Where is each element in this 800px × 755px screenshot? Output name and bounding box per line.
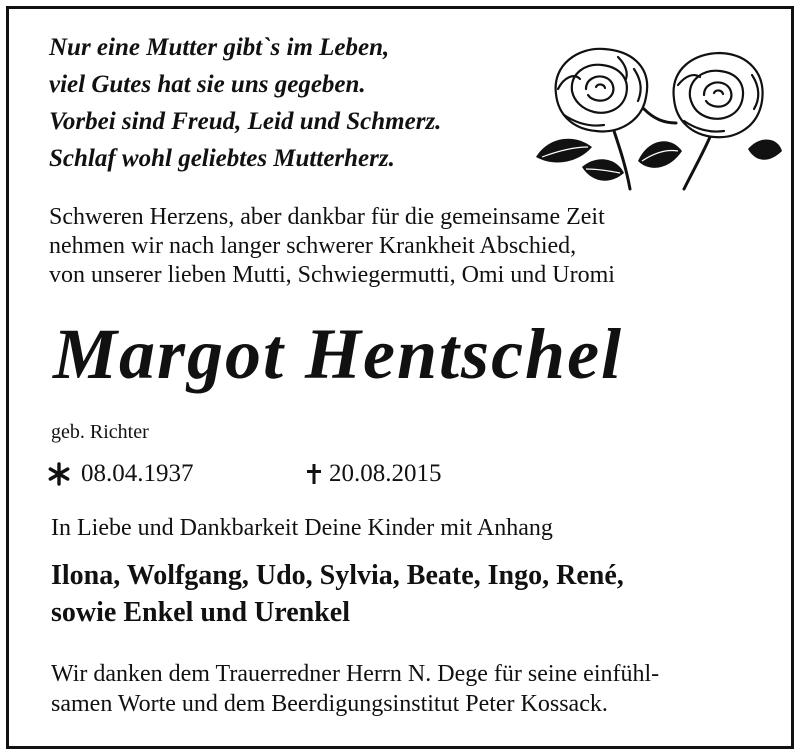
intro-text: [49, 203, 615, 290]
family-line: sowie Enkel und Urenkel: [51, 597, 350, 628]
deceased-name: Margot Hentschel: [53, 314, 624, 394]
death-date-group: [305, 459, 442, 489]
maiden-name: geb. Richter: [51, 421, 149, 443]
thanks-line: Wir danken dem Trauerredner Herrn N. Dege für seine einfühl-: [51, 661, 660, 687]
poem-line: Nur eine Mutter gibt`s im Leben,: [49, 34, 390, 61]
birth-date: 08.04.1937: [81, 460, 194, 487]
family-intro: In Liebe und Dankbarkeit Deine Kinder mit Anhang: [51, 515, 553, 541]
thanks-line: samen Worte und dem Beerdigungsinstitut Peter Kossack.: [51, 691, 608, 717]
death-date: 20.08.2015: [329, 460, 442, 487]
family-line: Ilona, Wolfgang, Udo, Sylvia, Beate, Ingo, René,: [51, 560, 624, 591]
death-cross-icon: [305, 462, 323, 486]
birth-star-icon: [47, 462, 71, 486]
life-dates: [47, 459, 747, 489]
poem-line: Schlaf wohl geliebtes Mutterherz.: [49, 145, 395, 172]
intro-line: nehmen wir nach langer schwerer Krankheit Abschied,: [49, 233, 577, 259]
birth-date-group: [47, 459, 194, 489]
family-names: [51, 557, 624, 631]
obituary-frame: [6, 6, 794, 749]
poem-line: Vorbei sind Freud, Leid und Schmerz.: [49, 108, 442, 135]
poem: [49, 29, 441, 177]
intro-line: Schweren Herzens, aber dankbar für die gemeinsame Zeit: [49, 204, 605, 230]
poem-line: viel Gutes hat sie uns gegeben.: [49, 71, 366, 98]
roses-icon: [534, 39, 784, 199]
intro-line: von unserer lieben Mutti, Schwiegermutti, Omi und Uromi: [49, 262, 615, 288]
thanks-text: [51, 659, 659, 719]
